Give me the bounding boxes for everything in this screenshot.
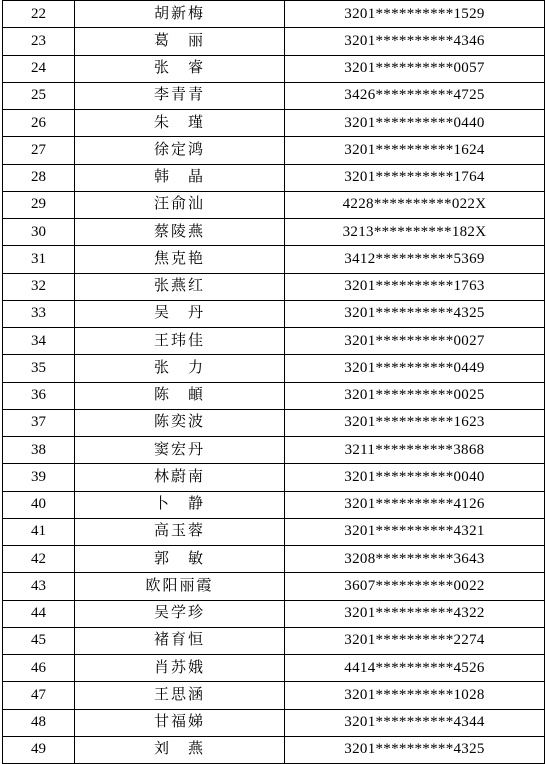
name-cell: 褚育恒 xyxy=(75,627,285,654)
roster-table xyxy=(2,0,545,764)
table-row xyxy=(3,164,545,191)
row-number-cell: 44 xyxy=(3,600,75,627)
row-number-cell: 35 xyxy=(3,355,75,382)
table-row xyxy=(3,518,545,545)
table-row xyxy=(3,110,545,137)
name-cell: 高玉蓉 xyxy=(75,518,285,545)
id-number-cell: 3201**********4322 xyxy=(285,600,545,627)
id-number-cell: 3201**********0057 xyxy=(285,55,545,82)
row-number-cell: 25 xyxy=(3,82,75,109)
table-row xyxy=(3,627,545,654)
table-row xyxy=(3,246,545,273)
name-cell: 刘 燕 xyxy=(75,736,285,763)
table-row xyxy=(3,655,545,682)
id-number-cell: 3213**********182X xyxy=(285,219,545,246)
table-row xyxy=(3,82,545,109)
row-number-cell: 48 xyxy=(3,709,75,736)
row-number-cell: 40 xyxy=(3,491,75,518)
id-number-cell: 3201**********4321 xyxy=(285,518,545,545)
name-cell: 胡新梅 xyxy=(75,1,285,28)
row-number-cell: 41 xyxy=(3,518,75,545)
name-cell: 卜 静 xyxy=(75,491,285,518)
id-number-cell: 3201**********4346 xyxy=(285,28,545,55)
id-number-cell: 3201**********1623 xyxy=(285,409,545,436)
name-cell: 王玮佳 xyxy=(75,328,285,355)
row-number-cell: 37 xyxy=(3,409,75,436)
row-number-cell: 43 xyxy=(3,573,75,600)
name-cell: 郭 敏 xyxy=(75,546,285,573)
row-number-cell: 42 xyxy=(3,546,75,573)
id-number-cell: 3201**********1028 xyxy=(285,682,545,709)
name-cell: 肖苏娥 xyxy=(75,655,285,682)
name-cell: 陈奕波 xyxy=(75,409,285,436)
table-row xyxy=(3,355,545,382)
row-number-cell: 28 xyxy=(3,164,75,191)
row-number-cell: 29 xyxy=(3,191,75,218)
name-cell: 王思涵 xyxy=(75,682,285,709)
name-cell: 吴学珍 xyxy=(75,600,285,627)
row-number-cell: 38 xyxy=(3,437,75,464)
name-cell: 葛 丽 xyxy=(75,28,285,55)
row-number-cell: 22 xyxy=(3,1,75,28)
name-cell: 焦克艳 xyxy=(75,246,285,273)
id-number-cell: 3201**********1624 xyxy=(285,137,545,164)
row-number-cell: 24 xyxy=(3,55,75,82)
table-row xyxy=(3,191,545,218)
row-number-cell: 30 xyxy=(3,219,75,246)
table-row xyxy=(3,736,545,763)
id-number-cell: 3426**********4725 xyxy=(285,82,545,109)
name-cell: 徐定鸿 xyxy=(75,137,285,164)
table-row xyxy=(3,573,545,600)
row-number-cell: 33 xyxy=(3,300,75,327)
row-number-cell: 23 xyxy=(3,28,75,55)
row-number-cell: 46 xyxy=(3,655,75,682)
name-cell: 朱 瑾 xyxy=(75,110,285,137)
name-cell: 蔡陵燕 xyxy=(75,219,285,246)
id-number-cell: 3211**********3868 xyxy=(285,437,545,464)
id-number-cell: 4414**********4526 xyxy=(285,655,545,682)
table-row xyxy=(3,600,545,627)
table-row xyxy=(3,28,545,55)
table-row xyxy=(3,682,545,709)
name-cell: 张 力 xyxy=(75,355,285,382)
row-number-cell: 32 xyxy=(3,273,75,300)
id-number-cell: 3208**********3643 xyxy=(285,546,545,573)
id-number-cell: 3201**********0440 xyxy=(285,110,545,137)
id-number-cell: 3607**********0022 xyxy=(285,573,545,600)
name-cell: 窦宏丹 xyxy=(75,437,285,464)
row-number-cell: 47 xyxy=(3,682,75,709)
row-number-cell: 27 xyxy=(3,137,75,164)
name-cell: 欧阳丽霞 xyxy=(75,573,285,600)
row-number-cell: 36 xyxy=(3,382,75,409)
id-number-cell: 3412**********5369 xyxy=(285,246,545,273)
table-row xyxy=(3,300,545,327)
table-row xyxy=(3,709,545,736)
table-row xyxy=(3,464,545,491)
row-number-cell: 45 xyxy=(3,627,75,654)
table-row xyxy=(3,437,545,464)
name-cell: 陈 頔 xyxy=(75,382,285,409)
table-row xyxy=(3,328,545,355)
name-cell: 张 睿 xyxy=(75,55,285,82)
id-number-cell: 3201**********4325 xyxy=(285,300,545,327)
id-number-cell: 3201**********1529 xyxy=(285,1,545,28)
name-cell: 张燕红 xyxy=(75,273,285,300)
table-row xyxy=(3,1,545,28)
table-row xyxy=(3,273,545,300)
table-row xyxy=(3,546,545,573)
table-row xyxy=(3,382,545,409)
id-number-cell: 3201**********4325 xyxy=(285,736,545,763)
row-number-cell: 31 xyxy=(3,246,75,273)
row-number-cell: 39 xyxy=(3,464,75,491)
table-row xyxy=(3,409,545,436)
row-number-cell: 49 xyxy=(3,736,75,763)
roster-table-body xyxy=(3,1,545,764)
id-number-cell: 3201**********4126 xyxy=(285,491,545,518)
id-number-cell: 3201**********1763 xyxy=(285,273,545,300)
table-row xyxy=(3,55,545,82)
name-cell: 韩 晶 xyxy=(75,164,285,191)
table-row xyxy=(3,219,545,246)
name-cell: 李青青 xyxy=(75,82,285,109)
id-number-cell: 4228**********022X xyxy=(285,191,545,218)
name-cell: 汪俞汕 xyxy=(75,191,285,218)
id-number-cell: 3201**********1764 xyxy=(285,164,545,191)
table-row xyxy=(3,137,545,164)
id-number-cell: 3201**********0449 xyxy=(285,355,545,382)
name-cell: 林蔚南 xyxy=(75,464,285,491)
name-cell: 甘福娣 xyxy=(75,709,285,736)
row-number-cell: 34 xyxy=(3,328,75,355)
id-number-cell: 3201**********0025 xyxy=(285,382,545,409)
id-number-cell: 3201**********2274 xyxy=(285,627,545,654)
id-number-cell: 3201**********0027 xyxy=(285,328,545,355)
id-number-cell: 3201**********4344 xyxy=(285,709,545,736)
id-number-cell: 3201**********0040 xyxy=(285,464,545,491)
name-cell: 吴 丹 xyxy=(75,300,285,327)
table-row xyxy=(3,491,545,518)
row-number-cell: 26 xyxy=(3,110,75,137)
